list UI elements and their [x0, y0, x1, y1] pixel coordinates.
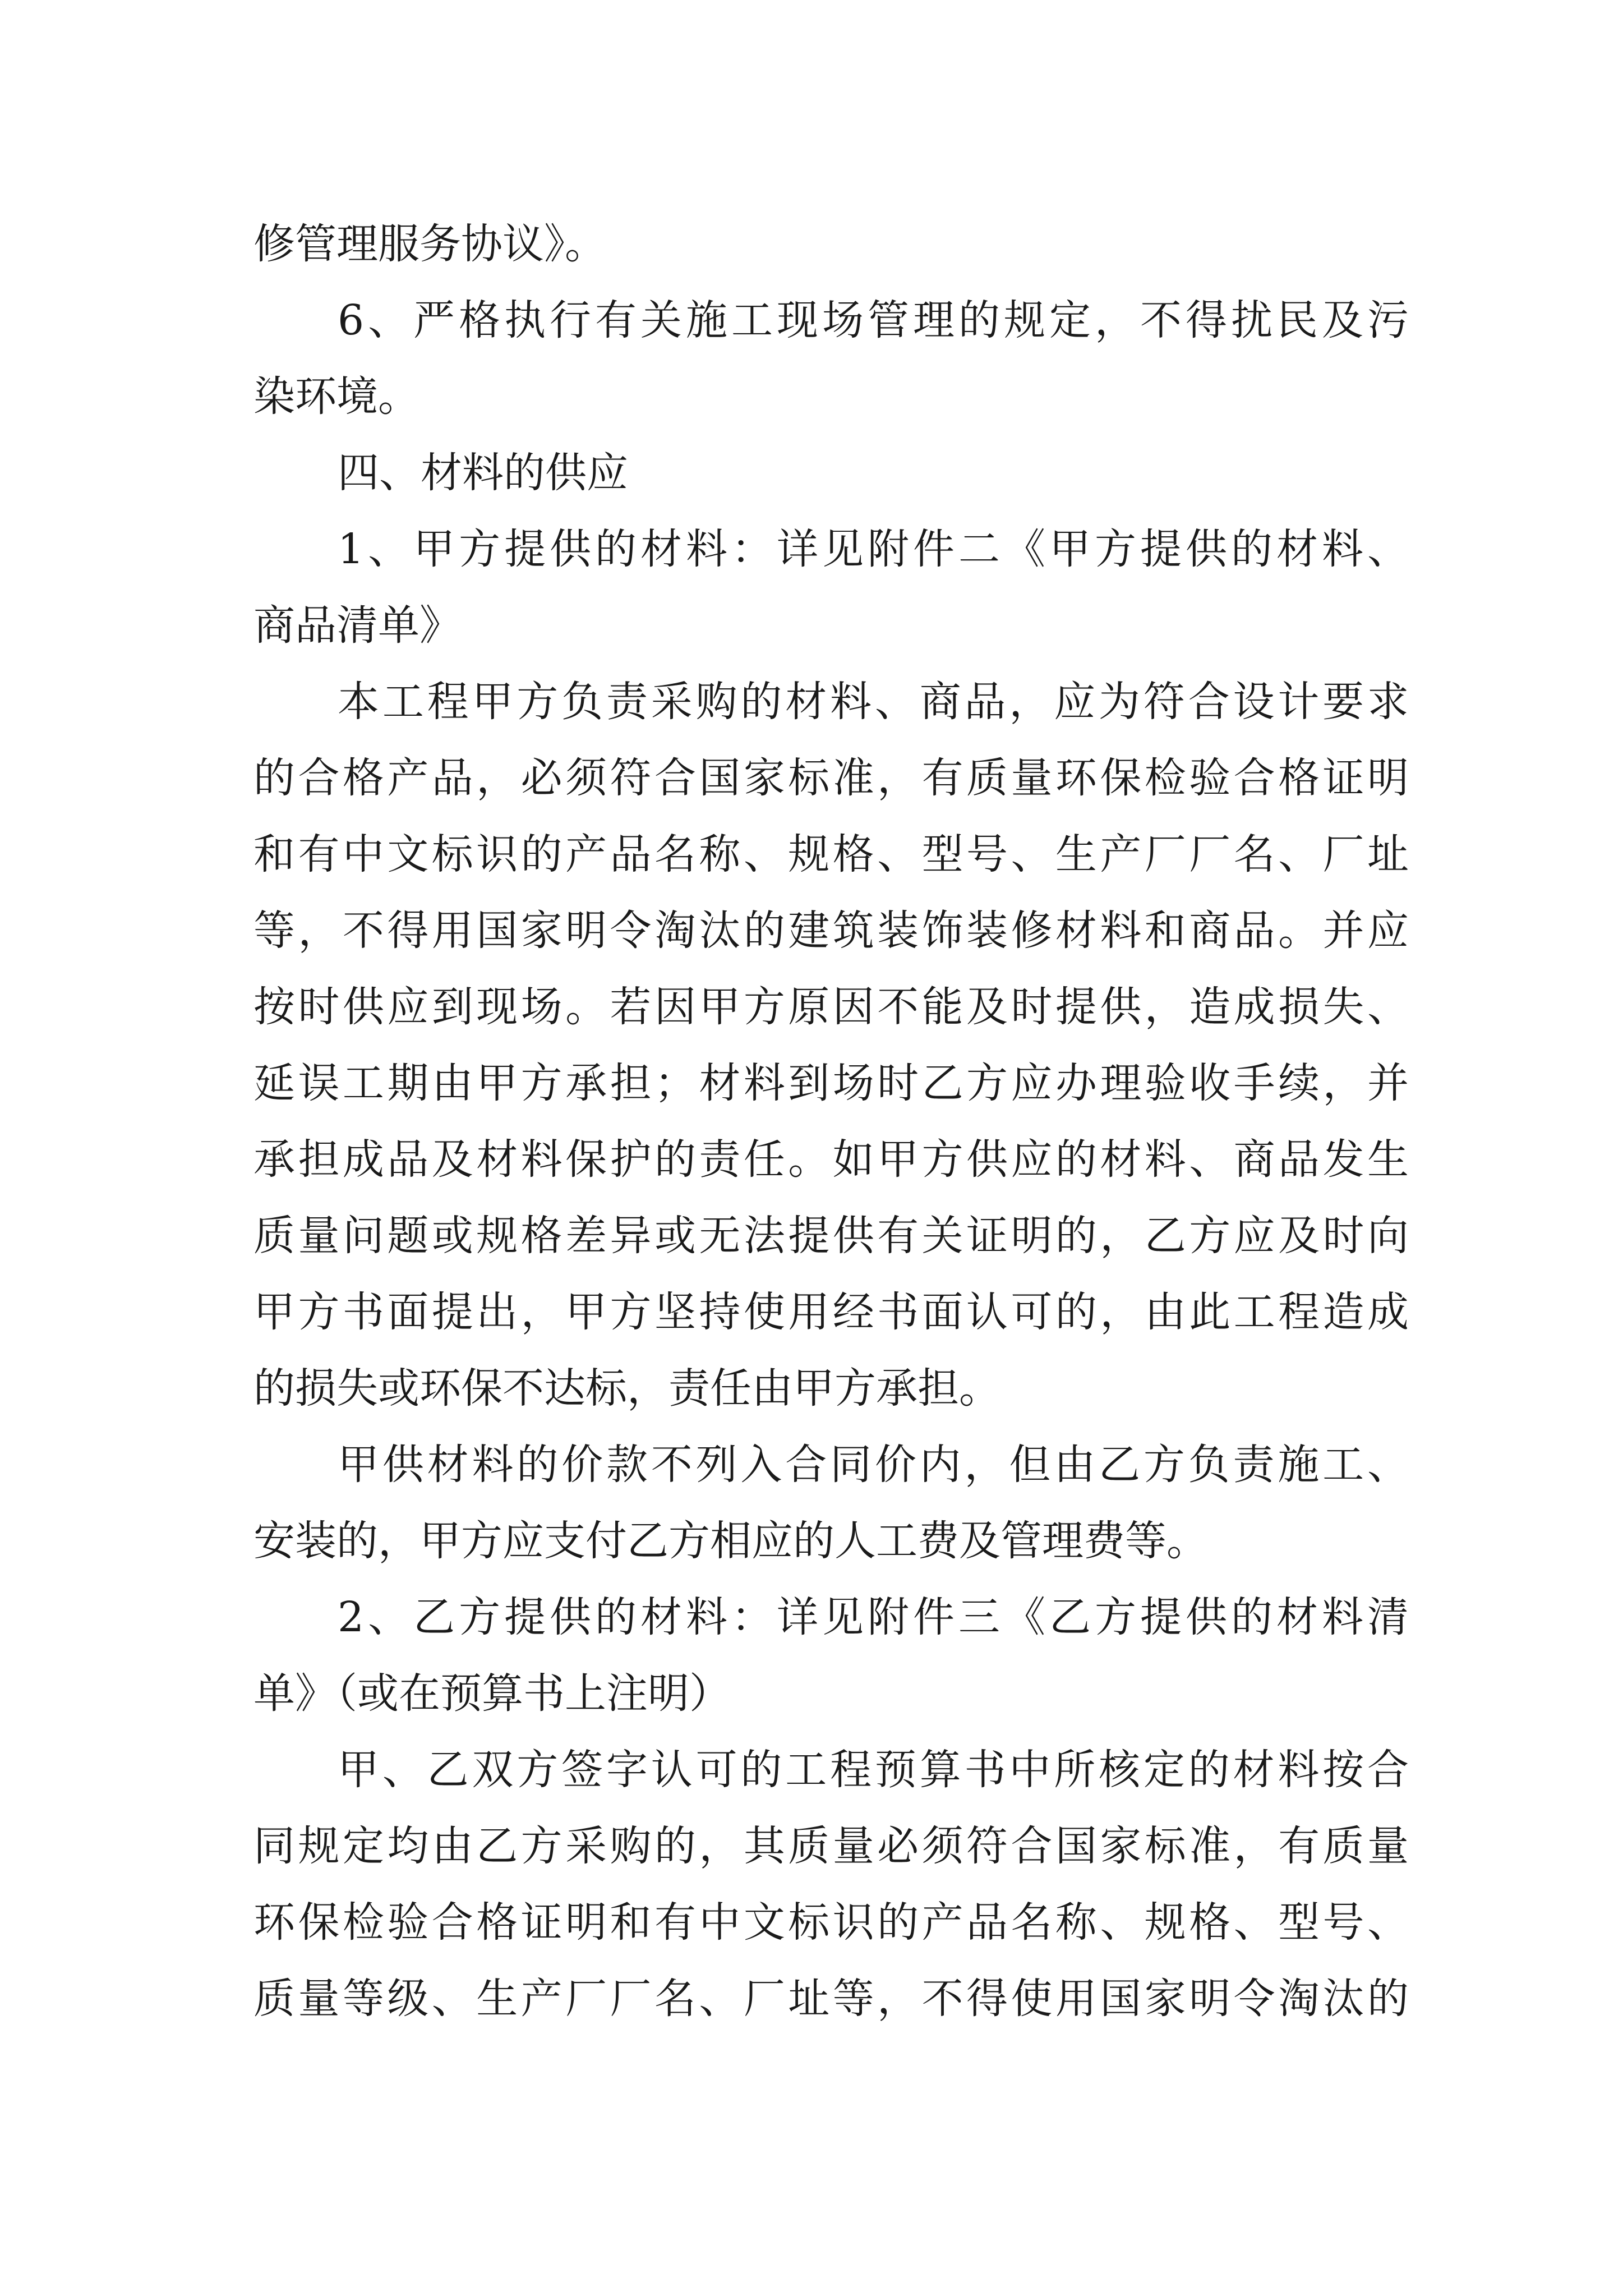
- text-line: 商品清单》: [253, 601, 461, 650]
- text-line: 延误工期由甲方承担；材料到场时乙方应办理验收手续，并: [253, 1059, 1409, 1107]
- text-line: 承担成品及材料保护的责任。如甲方供应的材料、商品发生: [253, 1135, 1409, 1184]
- text-line: 甲供材料的价款不列入合同价内，但由乙方负责施工、: [338, 1441, 1409, 1489]
- text-line: 修管理服务协议》。: [253, 220, 606, 268]
- text-line: 甲、乙双方签字认可的工程预算书中所核定的材料按合: [338, 1746, 1409, 1794]
- text-line: 6、严格执行有关施工现场管理的规定，不得扰民及污: [338, 296, 1409, 344]
- text-line: 甲方书面提出，甲方坚持使用经书面认可的，由此工程造成: [253, 1288, 1409, 1336]
- text-line: 2、乙方提供的材料：详见附件三《乙方提供的材料清: [338, 1593, 1409, 1641]
- text-line: 环保检验合格证明和有中文标识的产品名称、规格、型号、: [253, 1898, 1409, 1947]
- text-line: 四、材料的供应: [338, 449, 628, 497]
- text-line: 1、甲方提供的材料：详见附件二《甲方提供的材料、: [338, 525, 1409, 573]
- text-line: 等，不得用国家明令淘汰的建筑装饰装修材料和商品。并应: [253, 907, 1409, 955]
- text-line: 和有中文标识的产品名称、规格、型号、生产厂厂名、厂址: [253, 830, 1409, 878]
- text-line: 同规定均由乙方采购的，其质量必须符合国家标准，有质量: [253, 1822, 1409, 1870]
- text-line: 本工程甲方负责采购的材料、商品，应为符合设计要求: [338, 678, 1409, 726]
- text-line: 的损失或环保不达标，责任由甲方承担。: [253, 1364, 1000, 1412]
- text-line: 质量等级、生产厂厂名、厂址等，不得使用国家明令淘汰的: [253, 1975, 1409, 2023]
- text-line: 染环境。: [253, 372, 419, 421]
- text-line: 按时供应到现场。若因甲方原因不能及时提供，造成损失、: [253, 983, 1409, 1031]
- text-line: 质量问题或规格差异或无法提供有关证明的，乙方应及时向: [253, 1212, 1409, 1260]
- text-line: 的合格产品，必须符合国家标准，有质量环保检验合格证明: [253, 754, 1409, 802]
- text-line: 单》（或在预算书上注明）: [253, 1669, 731, 1718]
- body-text: [253, 206, 1409, 2037]
- text-line: 安装的，甲方应支付乙方相应的人工费及管理费等。: [253, 1517, 1208, 1565]
